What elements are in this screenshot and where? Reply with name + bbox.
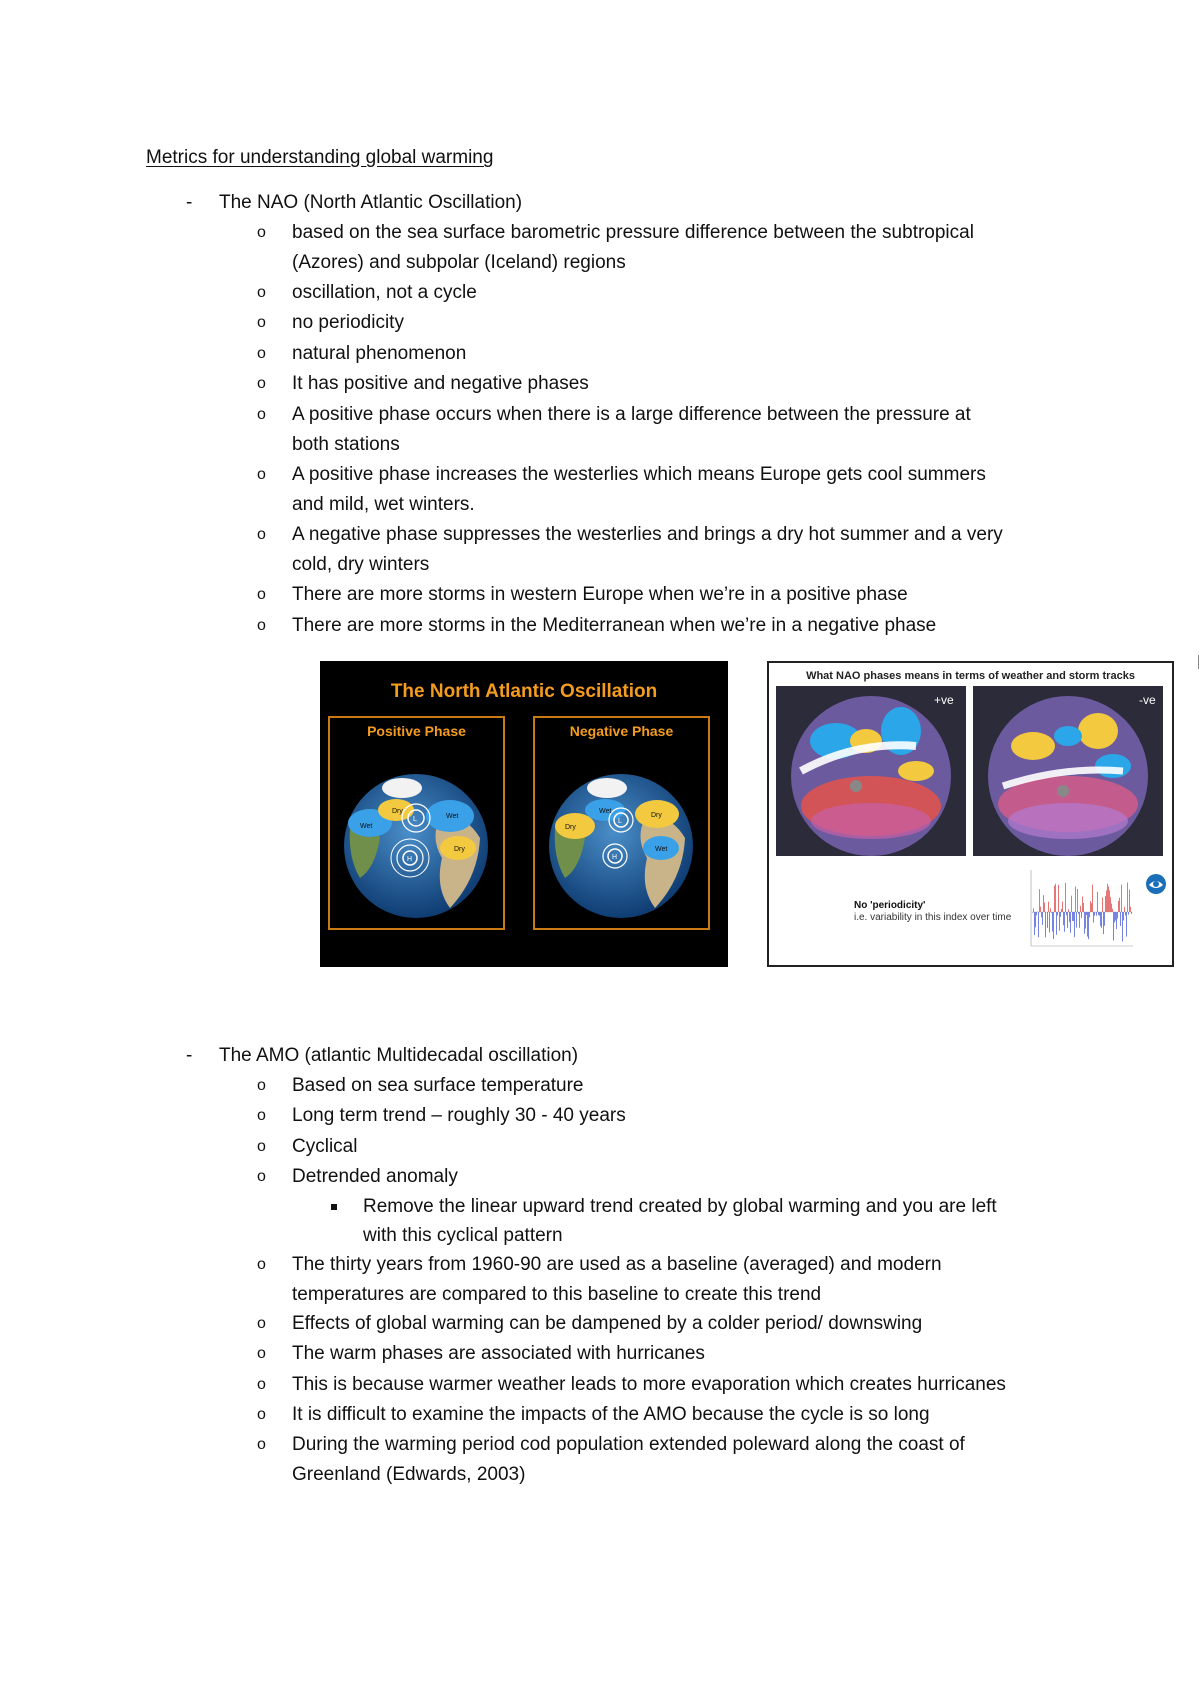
index-bar: [1053, 912, 1054, 939]
nao-bullet: natural phenomenon: [292, 343, 467, 364]
index-bar: [1091, 903, 1092, 912]
nao-bullet: based on the sea surface barometric pressure difference between the subtropical: [292, 222, 974, 243]
index-bar: [1088, 912, 1089, 939]
amo-bullet: The thirty years from 1960-90 are used as a baseline (averaged) and modern: [292, 1254, 942, 1275]
nao-bullet: A negative phase suppresses the westerlies and brings a dry hot summer and a very: [292, 524, 1003, 545]
index-bar: [1074, 912, 1075, 937]
index-bar: [1065, 883, 1066, 912]
square-bullet: [331, 1204, 337, 1210]
circle-bullet: o: [257, 1168, 266, 1185]
index-bar: [1075, 886, 1076, 912]
index-bar: [1105, 896, 1106, 912]
circle-bullet: o: [257, 466, 266, 483]
nao-storm-tracks-figure: [767, 661, 1174, 967]
index-bar: [1129, 890, 1130, 912]
svg-text:Wet: Wet: [446, 813, 459, 820]
index-bar: [1038, 912, 1039, 937]
figure-caption-text: i.e. variability in this index over time: [854, 912, 1012, 923]
index-bar: [1124, 907, 1125, 912]
page-edge-mark: [1198, 655, 1199, 669]
index-bar: [1072, 912, 1073, 921]
svg-text:H: H: [407, 856, 413, 863]
index-bar: [1084, 912, 1085, 934]
index-bar: [1055, 884, 1056, 912]
amo-bullet: The warm phases are associated with hurricanes: [292, 1343, 705, 1364]
index-bar: [1045, 912, 1046, 937]
circle-bullet: o: [257, 586, 266, 603]
amo-bullet: Long term trend – roughly 30 - 40 years: [292, 1105, 626, 1126]
nao-bullet-cont: (Azores) and subpolar (Iceland) regions: [292, 252, 626, 273]
index-bar: [1041, 912, 1042, 917]
index-bar: [1119, 898, 1120, 912]
index-bar: [1125, 912, 1126, 916]
index-bar: [1113, 912, 1114, 941]
circle-bullet: o: [257, 314, 266, 331]
index-bar: [1094, 912, 1095, 916]
index-bar: [1121, 885, 1122, 912]
index-bar: [1112, 909, 1113, 912]
index-bar: [1123, 912, 1124, 920]
negative-phase-label: Negative Phase: [569, 723, 674, 739]
nao-bullet: no periodicity: [292, 312, 404, 333]
index-bar: [1033, 908, 1034, 912]
index-bar: [1036, 912, 1037, 915]
svg-text:Wet: Wet: [599, 808, 612, 815]
circle-bullet: o: [257, 1345, 266, 1362]
amo-heading: The AMO (atlantic Multidecadal oscillation): [219, 1045, 579, 1066]
amo-bullet: Detrended anomaly: [292, 1166, 458, 1187]
nao-bullet: There are more storms in the Mediterranean when we’re in a negative phase: [292, 615, 937, 636]
index-bar: [1049, 912, 1050, 933]
circle-bullet: o: [257, 224, 266, 241]
circle-bullet: o: [257, 1256, 266, 1273]
nao-bullet: A positive phase increases the westerlies which means Europe gets cool summers: [292, 464, 986, 485]
index-bar: [1130, 907, 1131, 912]
index-bar: [1098, 912, 1099, 915]
circle-bullet: o: [257, 375, 266, 392]
index-bar: [1118, 901, 1119, 912]
globe-negative-storm-icon: [973, 686, 1163, 856]
index-bar: [1062, 902, 1063, 912]
noaa-logo-icon: [1145, 873, 1167, 895]
index-bar: [1061, 909, 1062, 912]
index-bar: [1043, 895, 1044, 912]
circle-bullet: o: [257, 1138, 266, 1155]
positive-phase-panel: [328, 716, 505, 930]
svg-text:H: H: [612, 854, 618, 861]
index-bar: [1056, 912, 1057, 935]
index-bar: [1048, 902, 1049, 912]
index-bar: [1047, 912, 1048, 928]
amo-sub-bullet-cont: with this cyclical pattern: [363, 1225, 563, 1246]
index-bar: [1110, 897, 1111, 912]
amo-bullet: It is difficult to examine the impacts of the AMO because the cycle is so long: [292, 1404, 930, 1425]
globe-positive-icon: [330, 718, 503, 928]
index-bar: [1083, 903, 1084, 912]
index-bar: [1126, 912, 1127, 937]
nao-bullet: It has positive and negative phases: [292, 373, 589, 394]
circle-bullet: o: [257, 406, 266, 423]
nao-bullet: oscillation, not a cycle: [292, 282, 477, 303]
page-title: Metrics for understanding global warming: [146, 147, 494, 168]
amo-bullet-cont: temperatures are compared to this baseline to create this trend: [292, 1284, 822, 1305]
circle-bullet: o: [257, 1436, 266, 1453]
positive-sign-label: +ve: [934, 693, 954, 707]
index-bar: [1097, 892, 1098, 912]
index-bar: [1114, 912, 1115, 923]
nao-phases-figure: [320, 661, 728, 967]
index-bar: [1042, 912, 1043, 925]
index-bar: [1106, 890, 1107, 912]
index-bar: [1096, 912, 1097, 916]
index-bar: [1115, 912, 1116, 921]
index-bar: [1067, 912, 1068, 928]
index-bar: [1085, 912, 1086, 929]
circle-bullet: o: [257, 345, 266, 362]
index-bar: [1050, 908, 1051, 912]
index-bar: [1104, 912, 1105, 926]
index-bar: [1060, 912, 1061, 917]
index-bar: [1051, 912, 1052, 913]
circle-bullet: o: [257, 1406, 266, 1423]
index-bar: [1077, 889, 1078, 912]
svg-text:Wet: Wet: [360, 823, 373, 830]
index-bar: [1054, 886, 1055, 912]
svg-text:Dry: Dry: [651, 812, 662, 819]
index-bar: [1069, 912, 1070, 922]
index-bar: [1102, 897, 1103, 912]
amo-sub-bullet: Remove the linear upward trend created by global warming and you are left: [363, 1196, 997, 1217]
index-bar: [1103, 912, 1104, 934]
index-bar: [1109, 890, 1110, 912]
amo-bullet: During the warming period cod population extended poleward along the coast of: [292, 1434, 965, 1455]
dash-bullet: -: [186, 1045, 193, 1066]
index-bar: [1131, 912, 1132, 914]
index-bar: [1078, 912, 1079, 914]
amo-bullet: Cyclical: [292, 1136, 358, 1157]
index-bar: [1058, 885, 1059, 912]
circle-bullet: o: [257, 1376, 266, 1393]
amo-bullet-cont: Greenland (Edwards, 2003): [292, 1464, 526, 1485]
nao-bullet: There are more storms in western Europe when we’re in a positive phase: [292, 584, 908, 605]
positive-phase-label: Positive Phase: [367, 723, 466, 739]
circle-bullet: o: [257, 1315, 266, 1332]
svg-text:Dry: Dry: [565, 824, 576, 831]
index-bar: [1081, 912, 1082, 918]
index-bar: [1111, 904, 1112, 912]
index-bar: [1092, 885, 1093, 912]
index-bar: [1057, 912, 1058, 915]
index-bar: [1087, 912, 1088, 937]
globe-positive-storm-icon: [776, 686, 966, 856]
index-bar: [1127, 883, 1128, 912]
figure-title: The North Atlantic Oscillation: [390, 681, 658, 702]
index-bar: [1100, 912, 1101, 926]
dash-bullet: -: [186, 192, 193, 213]
circle-bullet: o: [257, 1107, 266, 1124]
index-bar: [1082, 896, 1083, 912]
circle-bullet: o: [257, 526, 266, 543]
globe-negative-icon: [535, 718, 708, 928]
circle-bullet: o: [257, 617, 266, 634]
svg-text:Dry: Dry: [392, 808, 403, 815]
index-bar: [1039, 889, 1040, 912]
index-bar: [1070, 912, 1071, 933]
nao-index-timeseries-icon: [1027, 868, 1137, 958]
svg-text:Dry: Dry: [454, 846, 465, 853]
nao-bullet-cont: and mild, wet winters.: [292, 494, 475, 515]
index-bar: [1089, 912, 1090, 917]
circle-bullet: o: [257, 1077, 266, 1094]
nao-bullet: A positive phase occurs when there is a large difference between the pressure at: [292, 404, 971, 425]
svg-text:L: L: [413, 816, 417, 823]
index-bar: [1116, 912, 1117, 929]
index-bar: [1107, 884, 1108, 912]
index-bar: [1059, 912, 1060, 931]
amo-bullet: Effects of global warming can be dampened by a colder period/ downswing: [292, 1313, 923, 1334]
index-bar: [1108, 886, 1109, 912]
circle-bullet: o: [257, 284, 266, 301]
negative-sign-label: -ve: [1139, 693, 1156, 707]
index-bar: [1034, 912, 1035, 935]
index-bar: [1120, 912, 1121, 926]
index-bar: [1066, 912, 1067, 915]
index-bar: [1079, 912, 1080, 928]
index-bar: [1093, 912, 1094, 923]
nao-heading: The NAO (North Atlantic Oscillation): [219, 192, 523, 213]
index-bar: [1122, 912, 1123, 942]
figure-caption-title: No 'periodicity': [854, 900, 926, 911]
index-bar: [1073, 912, 1074, 921]
index-bar: [1086, 912, 1087, 915]
index-bar: [1052, 912, 1053, 931]
nao-bullet-cont: both stations: [292, 434, 400, 455]
index-bar: [1071, 896, 1072, 912]
index-bar: [1063, 912, 1064, 925]
amo-bullet: This is because warmer weather leads to more evaporation which creates hurricanes: [292, 1374, 1006, 1395]
index-bar: [1090, 901, 1091, 912]
index-bar: [1099, 912, 1100, 916]
index-bar: [1044, 903, 1045, 912]
index-bar: [1064, 912, 1065, 932]
figure-title: What NAO phases means in terms of weather and storm tracks: [806, 670, 1135, 682]
negative-phase-panel: [533, 716, 710, 930]
nao-bullet-cont: cold, dry winters: [292, 554, 430, 575]
index-bar: [1101, 912, 1102, 928]
index-bar: [1035, 912, 1036, 927]
amo-bullet: Based on sea surface temperature: [292, 1075, 584, 1096]
index-bar: [1080, 906, 1081, 912]
index-bar: [1068, 909, 1069, 912]
index-bar: [1076, 912, 1077, 928]
svg-text:L: L: [618, 818, 622, 825]
index-bar: [1117, 912, 1118, 918]
index-bar: [1032, 912, 1033, 913]
index-bar: [1128, 912, 1129, 915]
svg-text:Wet: Wet: [655, 846, 668, 853]
index-bar: [1040, 907, 1041, 912]
